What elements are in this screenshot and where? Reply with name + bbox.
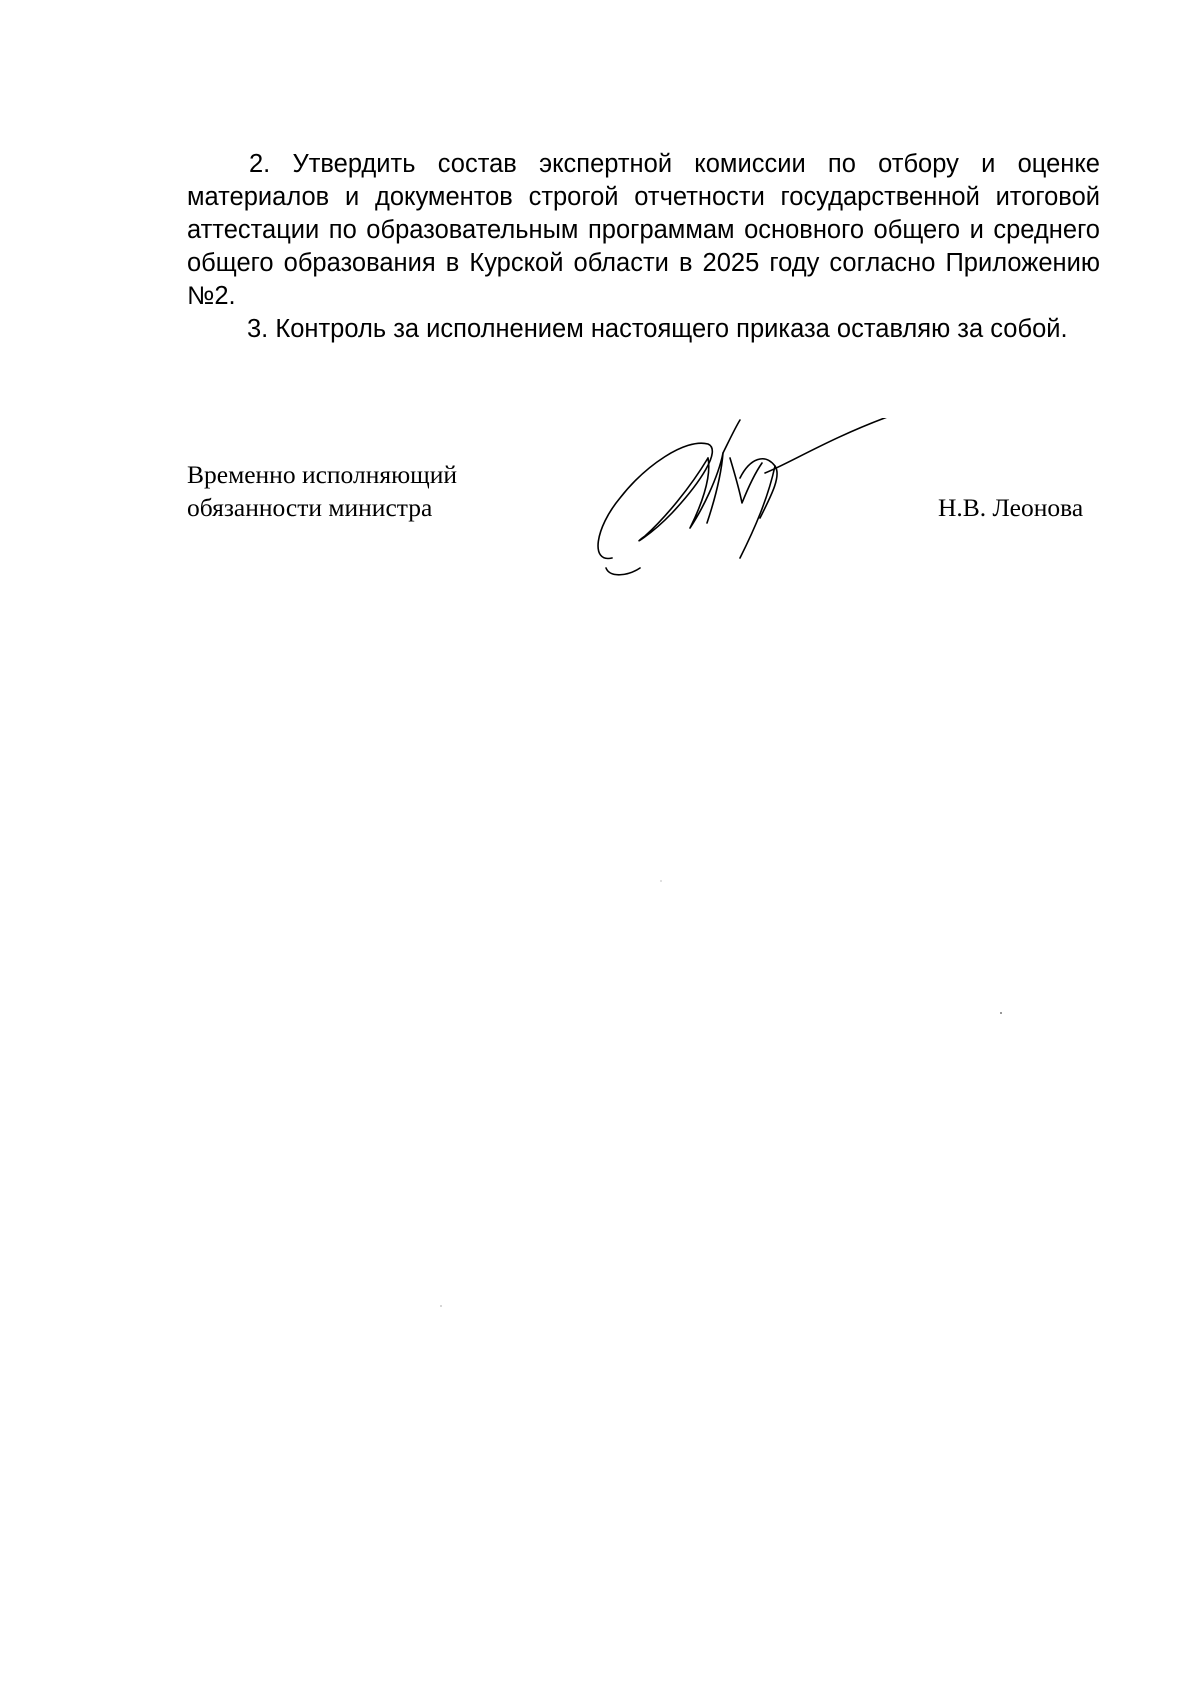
scan-speck [440,1305,442,1307]
scan-speck [660,880,662,882]
signer-position-line-1: Временно исполняющий [187,460,458,489]
signer-name: Н.В. Леонова [938,493,1084,522]
signer-position [187,458,457,524]
signer-position-line-2: обязанности министра [187,493,433,522]
paragraph-3: 3. Контроль за исполнением настоящего приказа оставляю за собой. [247,315,1068,343]
paragraph-2: 2. Утвердить состав экспертной комиссии по отбору и оценке материалов и документов строгой отчетности государственной итоговой аттестации по образовательным программам основного общего и среднего общего образования в Курской области в 2025 году согласно Приложению №2. [187,150,1100,310]
document-body [187,148,1100,346]
handwritten-signature [590,418,900,578]
scan-speck [1000,1012,1002,1014]
